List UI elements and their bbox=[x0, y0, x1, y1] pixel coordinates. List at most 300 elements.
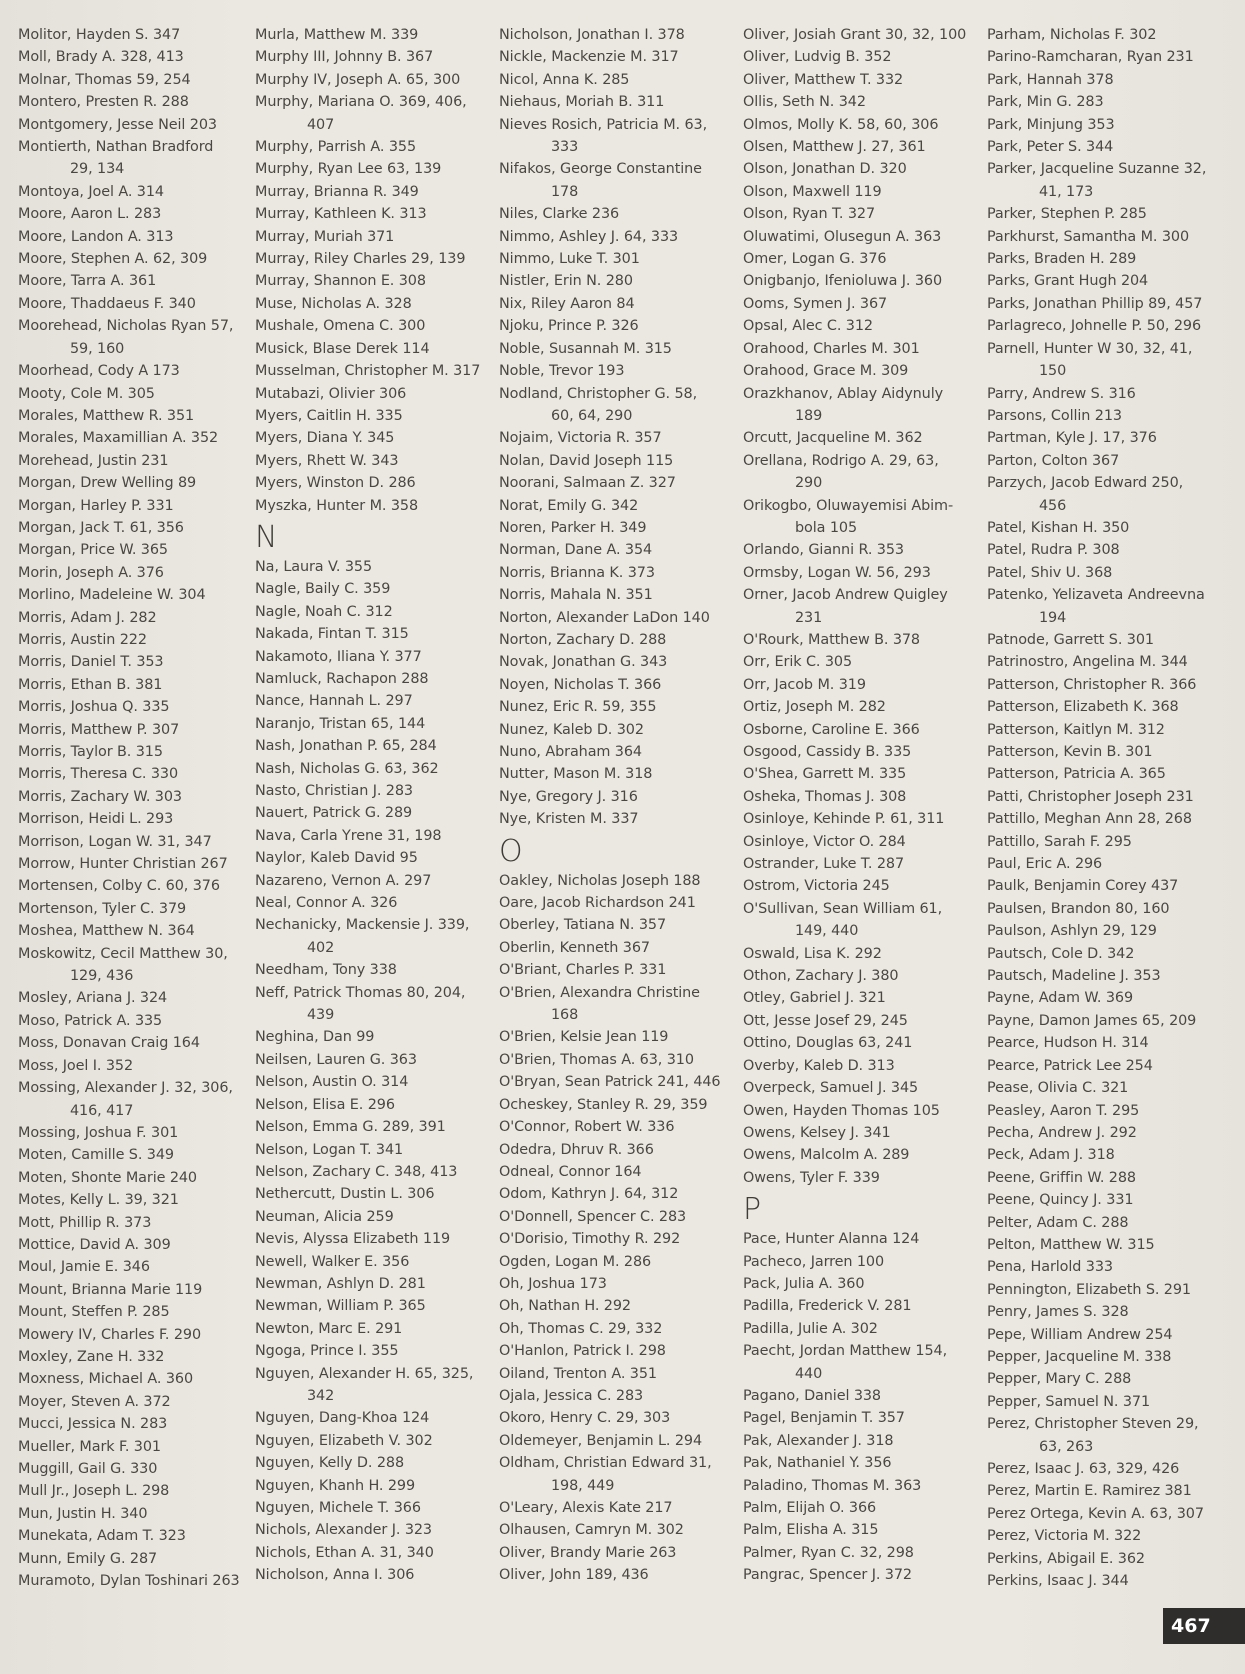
entry-text: Orikogbo, Oluwayemisi Abim- bbox=[743, 497, 954, 514]
entry-text: Moore, Stephen A. 62, 309 bbox=[18, 251, 208, 268]
entry-text: Morales, Maxamillian A. 352 bbox=[18, 430, 219, 447]
index-entry bbox=[499, 562, 737, 584]
entry-text: Neff, Patrick Thomas 80, 204, bbox=[255, 984, 466, 1001]
entry-text: Parks, Jonathan Phillip 89, 457 bbox=[987, 295, 1203, 312]
entry-text: Pautsch, Cole D. 342 bbox=[987, 945, 1135, 962]
index-entry bbox=[18, 383, 256, 405]
index-entry bbox=[255, 46, 493, 68]
entry-text: Noren, Parker H. 349 bbox=[499, 519, 647, 536]
entry-text: Norris, Mahala N. 351 bbox=[499, 587, 653, 604]
entry-text: Padilla, Frederick V. 281 bbox=[743, 1298, 912, 1315]
entry-text: Nodland, Christopher G. 58, bbox=[499, 385, 698, 402]
entry-text: Pautsch, Madeline J. 353 bbox=[987, 968, 1161, 985]
index-entry bbox=[987, 1256, 1225, 1278]
index-entry bbox=[255, 1251, 493, 1273]
index-entry bbox=[499, 1519, 737, 1541]
entry-text: Morgan, Harley P. 331 bbox=[18, 497, 174, 514]
entry-text: Nechanicky, Mackensie J. 339, bbox=[255, 917, 470, 934]
index-entry bbox=[987, 1189, 1225, 1211]
entry-text: Pace, Hunter Alanna 124 bbox=[743, 1231, 920, 1248]
index-entry bbox=[18, 1413, 256, 1435]
index-entry bbox=[499, 719, 737, 741]
index-entry bbox=[18, 1458, 256, 1480]
entry-text: Pagano, Daniel 338 bbox=[743, 1387, 881, 1404]
entry-text: Murray, Shannon E. 308 bbox=[255, 273, 426, 290]
entry-text: Paladino, Thomas M. 363 bbox=[743, 1477, 922, 1494]
index-entry bbox=[499, 383, 737, 428]
entry-text: Nistler, Erin N. 280 bbox=[499, 273, 633, 290]
entry-text: Ooms, Symen J. 367 bbox=[743, 295, 888, 312]
index-entry bbox=[18, 1503, 256, 1525]
index-entry bbox=[743, 1430, 981, 1452]
entry-text: Nye, Kristen M. 337 bbox=[499, 811, 639, 828]
entry-continuation: 439 bbox=[307, 1007, 335, 1024]
entry-text: Patrinostro, Angelina M. 344 bbox=[987, 654, 1188, 671]
entry-text: Oliver, Ludvig B. 352 bbox=[743, 49, 892, 66]
entry-text: Paulsen, Brandon 80, 160 bbox=[987, 900, 1170, 917]
entry-text: Morrison, Logan W. 31, 347 bbox=[18, 833, 212, 850]
entry-text: Pelter, Adam C. 288 bbox=[987, 1214, 1129, 1231]
index-entry bbox=[499, 24, 737, 46]
index-entry bbox=[18, 46, 256, 68]
index-entry bbox=[743, 114, 981, 136]
entry-text: Payne, Damon James 65, 209 bbox=[987, 1012, 1197, 1029]
entry-text: Morlino, Madeleine W. 304 bbox=[18, 587, 206, 604]
index-entry bbox=[743, 450, 981, 495]
index-entry bbox=[18, 1391, 256, 1413]
entry-text: Nix, Riley Aaron 84 bbox=[499, 295, 635, 312]
index-entry bbox=[743, 1055, 981, 1077]
entry-text: Myers, Diana Y. 345 bbox=[255, 430, 395, 447]
entry-text: Pelton, Matthew W. 315 bbox=[987, 1236, 1155, 1253]
entry-text: Myers, Winston D. 286 bbox=[255, 475, 416, 492]
entry-text: Nutter, Mason M. 318 bbox=[499, 766, 653, 783]
entry-text: Nicholson, Jonathan I. 378 bbox=[499, 27, 685, 43]
entry-text: Oldemeyer, Benjamin L. 294 bbox=[499, 1432, 703, 1449]
index-entry bbox=[987, 1167, 1225, 1189]
index-entry bbox=[499, 1251, 737, 1273]
entry-text: O'Brien, Alexandra Christine bbox=[499, 984, 700, 1001]
index-entry bbox=[987, 1010, 1225, 1032]
index-entry bbox=[18, 1055, 256, 1077]
index-column-1 bbox=[18, 24, 256, 1592]
index-entry bbox=[987, 808, 1225, 830]
entry-text: Musick, Blase Derek 114 bbox=[255, 340, 430, 357]
entry-text: Patterson, Kevin B. 301 bbox=[987, 744, 1153, 760]
index-entry bbox=[743, 584, 981, 629]
entry-text: Moxness, Michael A. 360 bbox=[18, 1371, 194, 1388]
index-entry bbox=[743, 383, 981, 428]
index-entry bbox=[18, 786, 256, 808]
index-entry bbox=[255, 713, 493, 735]
entry-text: Mooty, Cole M. 305 bbox=[18, 385, 155, 402]
page-number: 467 bbox=[1163, 1608, 1245, 1644]
index-entry bbox=[18, 495, 256, 517]
entry-text: Osheka, Thomas J. 308 bbox=[743, 788, 907, 805]
entry-text: Moso, Patrick A. 335 bbox=[18, 1012, 163, 1029]
index-entry bbox=[18, 1234, 256, 1256]
index-entry bbox=[255, 1049, 493, 1071]
entry-text: Perez, Christopher Steven 29, bbox=[987, 1416, 1199, 1433]
index-entry bbox=[743, 651, 981, 673]
index-entry bbox=[499, 539, 737, 561]
entry-text: Norman, Dane A. 354 bbox=[499, 542, 653, 559]
entry-text: Peene, Quincy J. 331 bbox=[987, 1192, 1134, 1209]
entry-text: Mun, Justin H. 340 bbox=[18, 1505, 148, 1522]
entry-text: Parino-Ramcharan, Ryan 231 bbox=[987, 49, 1194, 66]
entry-text: Patel, Shiv U. 368 bbox=[987, 564, 1113, 581]
index-entry bbox=[743, 270, 981, 292]
entry-text: Morris, Zachary W. 303 bbox=[18, 788, 182, 805]
entry-text: Nagle, Baily C. 359 bbox=[255, 581, 391, 598]
entry-text: O'Rourk, Matthew B. 378 bbox=[743, 631, 920, 648]
index-entry bbox=[987, 1324, 1225, 1346]
entry-text: Paul, Eric A. 296 bbox=[987, 856, 1103, 873]
index-entry bbox=[499, 696, 737, 718]
index-entry bbox=[499, 1497, 737, 1519]
index-entry bbox=[499, 741, 737, 763]
index-entry bbox=[743, 1452, 981, 1474]
entry-text: Paulson, Ashlyn 29, 129 bbox=[987, 923, 1157, 940]
index-entry bbox=[18, 203, 256, 225]
index-entry bbox=[743, 181, 981, 203]
entry-text: Norat, Emily G. 342 bbox=[499, 497, 639, 514]
index-entry bbox=[18, 472, 256, 494]
index-entry bbox=[18, 808, 256, 830]
entry-text: Orner, Jacob Andrew Quigley bbox=[743, 587, 948, 604]
entry-text: Perez, Martin E. Ramirez 381 bbox=[987, 1483, 1192, 1500]
index-entry bbox=[255, 450, 493, 472]
index-entry bbox=[255, 293, 493, 315]
entry-text: Nance, Hannah L. 297 bbox=[255, 693, 413, 710]
entry-text: Patterson, Kaitlyn M. 312 bbox=[987, 721, 1165, 738]
index-entry bbox=[987, 539, 1225, 561]
index-entry bbox=[255, 1475, 493, 1497]
entry-text: Nye, Gregory J. 316 bbox=[499, 788, 638, 805]
entry-text: Nethercutt, Dustin L. 306 bbox=[255, 1186, 435, 1203]
index-entry bbox=[743, 1273, 981, 1295]
entry-continuation: 60, 64, 290 bbox=[551, 407, 633, 424]
index-entry bbox=[499, 1407, 737, 1429]
entry-text: Patterson, Christopher R. 366 bbox=[987, 676, 1197, 693]
index-entry bbox=[499, 870, 737, 892]
index-entry bbox=[987, 1279, 1225, 1301]
index-entry bbox=[743, 46, 981, 68]
index-entry bbox=[255, 1430, 493, 1452]
index-entry bbox=[987, 741, 1225, 763]
entry-text: Owens, Malcolm A. 289 bbox=[743, 1147, 910, 1164]
index-entry bbox=[987, 831, 1225, 853]
entry-text: Moten, Camille S. 349 bbox=[18, 1147, 174, 1164]
entry-text: Parsons, Collin 213 bbox=[987, 407, 1122, 424]
entry-text: Myers, Caitlin H. 335 bbox=[255, 407, 403, 424]
entry-text: Morris, Adam J. 282 bbox=[18, 609, 157, 626]
index-entry bbox=[18, 763, 256, 785]
entry-text: Pepper, Mary C. 288 bbox=[987, 1371, 1132, 1388]
index-entry bbox=[18, 1346, 256, 1368]
entry-text: Moyer, Steven A. 372 bbox=[18, 1393, 171, 1410]
index-entry bbox=[18, 1324, 256, 1346]
index-entry bbox=[255, 1452, 493, 1474]
index-entry bbox=[255, 601, 493, 623]
entry-continuation: 198, 449 bbox=[551, 1477, 615, 1494]
index-entry bbox=[987, 427, 1225, 449]
entry-text: Morris, Taylor B. 315 bbox=[18, 744, 163, 760]
index-entry bbox=[255, 69, 493, 91]
index-entry bbox=[255, 1564, 493, 1586]
entry-text: Nelson, Emma G. 289, 391 bbox=[255, 1119, 446, 1136]
entry-text: Oh, Nathan H. 292 bbox=[499, 1298, 631, 1315]
index-entry bbox=[255, 383, 493, 405]
entry-text: Oliver, John 189, 436 bbox=[499, 1567, 649, 1584]
index-entry bbox=[255, 892, 493, 914]
entry-text: Murray, Muriah 371 bbox=[255, 228, 395, 245]
entry-text: Peck, Adam J. 318 bbox=[987, 1147, 1115, 1164]
entry-text: Nguyen, Kelly D. 288 bbox=[255, 1455, 405, 1472]
entry-text: Montero, Presten R. 288 bbox=[18, 94, 189, 111]
entry-text: O'Brien, Thomas A. 63, 310 bbox=[499, 1051, 694, 1068]
entry-text: Pecha, Andrew J. 292 bbox=[987, 1124, 1137, 1141]
index-entry bbox=[987, 405, 1225, 427]
entry-text: Parnell, Hunter W 30, 32, 41, bbox=[987, 340, 1193, 357]
entry-text: Nava, Carla Yrene 31, 198 bbox=[255, 827, 442, 844]
entry-text: Nakamoto, Iliana Y. 377 bbox=[255, 648, 422, 665]
index-entry bbox=[18, 427, 256, 449]
index-entry bbox=[987, 965, 1225, 987]
entry-text: Paulk, Benjamin Corey 437 bbox=[987, 878, 1179, 895]
index-entry bbox=[987, 517, 1225, 539]
entry-text: Nieves Rosich, Patricia M. 63, bbox=[499, 116, 708, 133]
index-entry bbox=[255, 623, 493, 645]
index-entry bbox=[743, 1032, 981, 1054]
entry-text: Parker, Jacqueline Suzanne 32, bbox=[987, 161, 1207, 178]
index-entry bbox=[18, 1256, 256, 1278]
index-entry bbox=[743, 1144, 981, 1166]
index-entry bbox=[499, 1295, 737, 1317]
index-entry bbox=[499, 1161, 737, 1183]
index-entry bbox=[18, 1212, 256, 1234]
index-entry bbox=[743, 1295, 981, 1317]
index-entry bbox=[987, 1144, 1225, 1166]
entry-text: Mossing, Joshua F. 301 bbox=[18, 1124, 179, 1141]
entry-text: Motes, Kelly L. 39, 321 bbox=[18, 1192, 179, 1209]
entry-text: O'Sullivan, Sean William 61, bbox=[743, 900, 943, 917]
index-entry bbox=[255, 181, 493, 203]
entry-text: Nguyen, Khanh H. 299 bbox=[255, 1477, 416, 1494]
entry-text: Mossing, Alexander J. 32, 306, bbox=[18, 1080, 233, 1097]
index-entry bbox=[987, 1055, 1225, 1077]
entry-text: Myers, Rhett W. 343 bbox=[255, 452, 399, 469]
entry-text: Newell, Walker E. 356 bbox=[255, 1253, 410, 1270]
entry-text: Nevis, Alyssa Elizabeth 119 bbox=[255, 1231, 451, 1248]
entry-text: Nakada, Fintan T. 315 bbox=[255, 626, 409, 643]
index-entry bbox=[18, 1525, 256, 1547]
index-entry bbox=[255, 959, 493, 981]
index-entry bbox=[743, 629, 981, 651]
entry-text: Nguyen, Michele T. 366 bbox=[255, 1500, 421, 1516]
entry-text: Nelson, Logan T. 341 bbox=[255, 1141, 404, 1158]
entry-text: Oldham, Christian Edward 31, bbox=[499, 1455, 712, 1472]
entry-text: Orellana, Rodrigo A. 29, 63, bbox=[743, 452, 939, 469]
entry-continuation: 149, 440 bbox=[795, 923, 859, 940]
section-letter: O bbox=[499, 833, 523, 869]
entry-text: Morin, Joseph A. 376 bbox=[18, 564, 164, 581]
section-letter: N bbox=[255, 519, 278, 555]
entry-text: Nauert, Patrick G. 289 bbox=[255, 805, 413, 822]
index-entry bbox=[743, 853, 981, 875]
entry-continuation: 440 bbox=[795, 1365, 823, 1382]
index-entry bbox=[743, 1564, 981, 1586]
entry-text: Morales, Matthew R. 351 bbox=[18, 407, 195, 424]
index-entry bbox=[18, 1122, 256, 1144]
index-entry bbox=[255, 1497, 493, 1519]
entry-text: Niles, Clarke 236 bbox=[499, 206, 620, 223]
entry-text: Morrison, Heidi L. 293 bbox=[18, 811, 174, 828]
entry-text: Namluck, Rachapon 288 bbox=[255, 670, 429, 687]
index-entry bbox=[255, 668, 493, 690]
entry-text: Newman, William P. 365 bbox=[255, 1298, 426, 1315]
entry-text: Nguyen, Dang-Khoa 124 bbox=[255, 1410, 430, 1427]
entry-text: O'Bryan, Sean Patrick 241, 446 bbox=[499, 1074, 721, 1091]
entry-text: Pease, Olivia C. 321 bbox=[987, 1080, 1129, 1097]
index-entry bbox=[743, 1318, 981, 1340]
index-entry bbox=[18, 181, 256, 203]
entry-text: Onigbanjo, Ifenioluwa J. 360 bbox=[743, 273, 943, 290]
index-entry bbox=[18, 1077, 256, 1122]
entry-text: Murphy, Mariana O. 369, 406, bbox=[255, 94, 467, 111]
entry-continuation: bola 105 bbox=[795, 519, 857, 536]
index-entry bbox=[987, 898, 1225, 920]
entry-text: Njoku, Prince P. 326 bbox=[499, 318, 639, 335]
index-entry bbox=[255, 1318, 493, 1340]
index-entry bbox=[255, 360, 493, 382]
index-entry bbox=[499, 360, 737, 382]
index-entry bbox=[255, 646, 493, 668]
entry-text: Muse, Nicholas A. 328 bbox=[255, 295, 412, 312]
index-entry bbox=[499, 1564, 737, 1586]
index-entry bbox=[743, 158, 981, 180]
entry-text: Mosley, Ariana J. 324 bbox=[18, 990, 168, 1007]
index-entry bbox=[18, 360, 256, 382]
entry-text: Murphy, Parrish A. 355 bbox=[255, 139, 417, 156]
entry-text: Moul, Jamie E. 346 bbox=[18, 1259, 150, 1276]
entry-text: Patel, Rudra P. 308 bbox=[987, 542, 1120, 559]
index-entry bbox=[499, 1116, 737, 1138]
index-entry bbox=[255, 91, 493, 136]
index-entry bbox=[18, 696, 256, 718]
entry-text: Moss, Donavan Craig 164 bbox=[18, 1035, 200, 1052]
index-entry bbox=[499, 1430, 737, 1452]
entry-text: Neal, Connor A. 326 bbox=[255, 895, 398, 912]
index-entry bbox=[18, 24, 256, 46]
entry-text: Partman, Kyle J. 17, 376 bbox=[987, 430, 1157, 447]
entry-text: Munekata, Adam T. 323 bbox=[18, 1528, 186, 1545]
entry-text: Oare, Jacob Richardson 241 bbox=[499, 895, 696, 912]
entry-text: Patti, Christopher Joseph 231 bbox=[987, 788, 1194, 805]
entry-continuation: 63, 263 bbox=[1039, 1438, 1094, 1455]
index-entry bbox=[743, 539, 981, 561]
entry-text: Nash, Nicholas G. 63, 362 bbox=[255, 760, 439, 777]
entry-text: O'Donnell, Spencer C. 283 bbox=[499, 1208, 687, 1225]
index-entry bbox=[743, 1340, 981, 1385]
index-entry bbox=[499, 495, 737, 517]
entry-text: Ortiz, Joseph M. 282 bbox=[743, 699, 886, 716]
index-entry bbox=[18, 562, 256, 584]
index-entry bbox=[743, 719, 981, 741]
entry-text: Nelson, Elisa E. 296 bbox=[255, 1096, 395, 1113]
index-entry bbox=[499, 91, 737, 113]
index-entry bbox=[987, 1301, 1225, 1323]
index-entry bbox=[743, 741, 981, 763]
entry-text: Morris, Daniel T. 353 bbox=[18, 654, 164, 671]
index-entry bbox=[18, 114, 256, 136]
entry-text: Odneal, Connor 164 bbox=[499, 1163, 642, 1180]
index-entry bbox=[743, 898, 981, 943]
entry-text: Morris, Austin 222 bbox=[18, 631, 147, 648]
entry-text: Olson, Jonathan D. 320 bbox=[743, 161, 907, 178]
entry-text: Mutabazi, Olivier 306 bbox=[255, 385, 407, 402]
entry-text: Ostrom, Victoria 245 bbox=[743, 878, 890, 895]
entry-text: Parlagreco, Johnelle P. 50, 296 bbox=[987, 318, 1202, 335]
entry-text: Patterson, Elizabeth K. 368 bbox=[987, 699, 1179, 716]
entry-text: Novak, Jonathan G. 343 bbox=[499, 654, 668, 671]
index-entry bbox=[987, 1525, 1225, 1547]
entry-continuation: 189 bbox=[795, 407, 823, 424]
index-entry bbox=[255, 1116, 493, 1138]
index-entry bbox=[18, 1279, 256, 1301]
entry-text: Moll, Brady A. 328, 413 bbox=[18, 49, 184, 66]
entry-text: Moxley, Zane H. 332 bbox=[18, 1348, 165, 1365]
entry-text: Parkhurst, Samantha M. 300 bbox=[987, 228, 1190, 245]
entry-text: Murray, Brianna R. 349 bbox=[255, 183, 419, 200]
entry-text: Murphy IV, Joseph A. 65, 300 bbox=[255, 71, 461, 88]
section-letter: P bbox=[743, 1192, 761, 1228]
entry-text: Olhausen, Camryn M. 302 bbox=[499, 1522, 684, 1539]
entry-text: Nagle, Noah C. 312 bbox=[255, 603, 393, 620]
index-column-4 bbox=[743, 24, 981, 1587]
entry-continuation: 456 bbox=[1039, 497, 1067, 514]
entry-text: Orahood, Charles M. 301 bbox=[743, 340, 920, 357]
index-entry bbox=[18, 91, 256, 113]
index-entry bbox=[743, 831, 981, 853]
index-entry bbox=[987, 158, 1225, 203]
entry-text: Neghina, Dan 99 bbox=[255, 1029, 375, 1046]
index-entry bbox=[987, 383, 1225, 405]
entry-text: Parks, Braden H. 289 bbox=[987, 251, 1137, 268]
entry-text: Padilla, Julie A. 302 bbox=[743, 1320, 878, 1337]
index-entry bbox=[743, 965, 981, 987]
index-entry bbox=[18, 920, 256, 942]
index-entry bbox=[743, 338, 981, 360]
entry-text: Na, Laura V. 355 bbox=[255, 558, 373, 575]
entry-text: Nichols, Alexander J. 323 bbox=[255, 1522, 432, 1539]
index-entry bbox=[987, 91, 1225, 113]
entry-text: Morris, Matthew P. 307 bbox=[18, 721, 180, 738]
entry-text: Ottino, Douglas 63, 241 bbox=[743, 1035, 913, 1052]
index-entry bbox=[743, 248, 981, 270]
index-entry bbox=[18, 539, 256, 561]
entry-text: Patterson, Patricia A. 365 bbox=[987, 766, 1166, 783]
index-column-3 bbox=[499, 24, 737, 1587]
index-entry bbox=[499, 1385, 737, 1407]
index-entry bbox=[255, 1340, 493, 1362]
index-entry bbox=[18, 584, 256, 606]
entry-text: Ngoga, Prince I. 355 bbox=[255, 1343, 399, 1360]
index-entry bbox=[18, 517, 256, 539]
index-entry bbox=[255, 248, 493, 270]
entry-text: Nash, Jonathan P. 65, 284 bbox=[255, 738, 437, 755]
entry-text: Okoro, Henry C. 29, 303 bbox=[499, 1410, 671, 1427]
